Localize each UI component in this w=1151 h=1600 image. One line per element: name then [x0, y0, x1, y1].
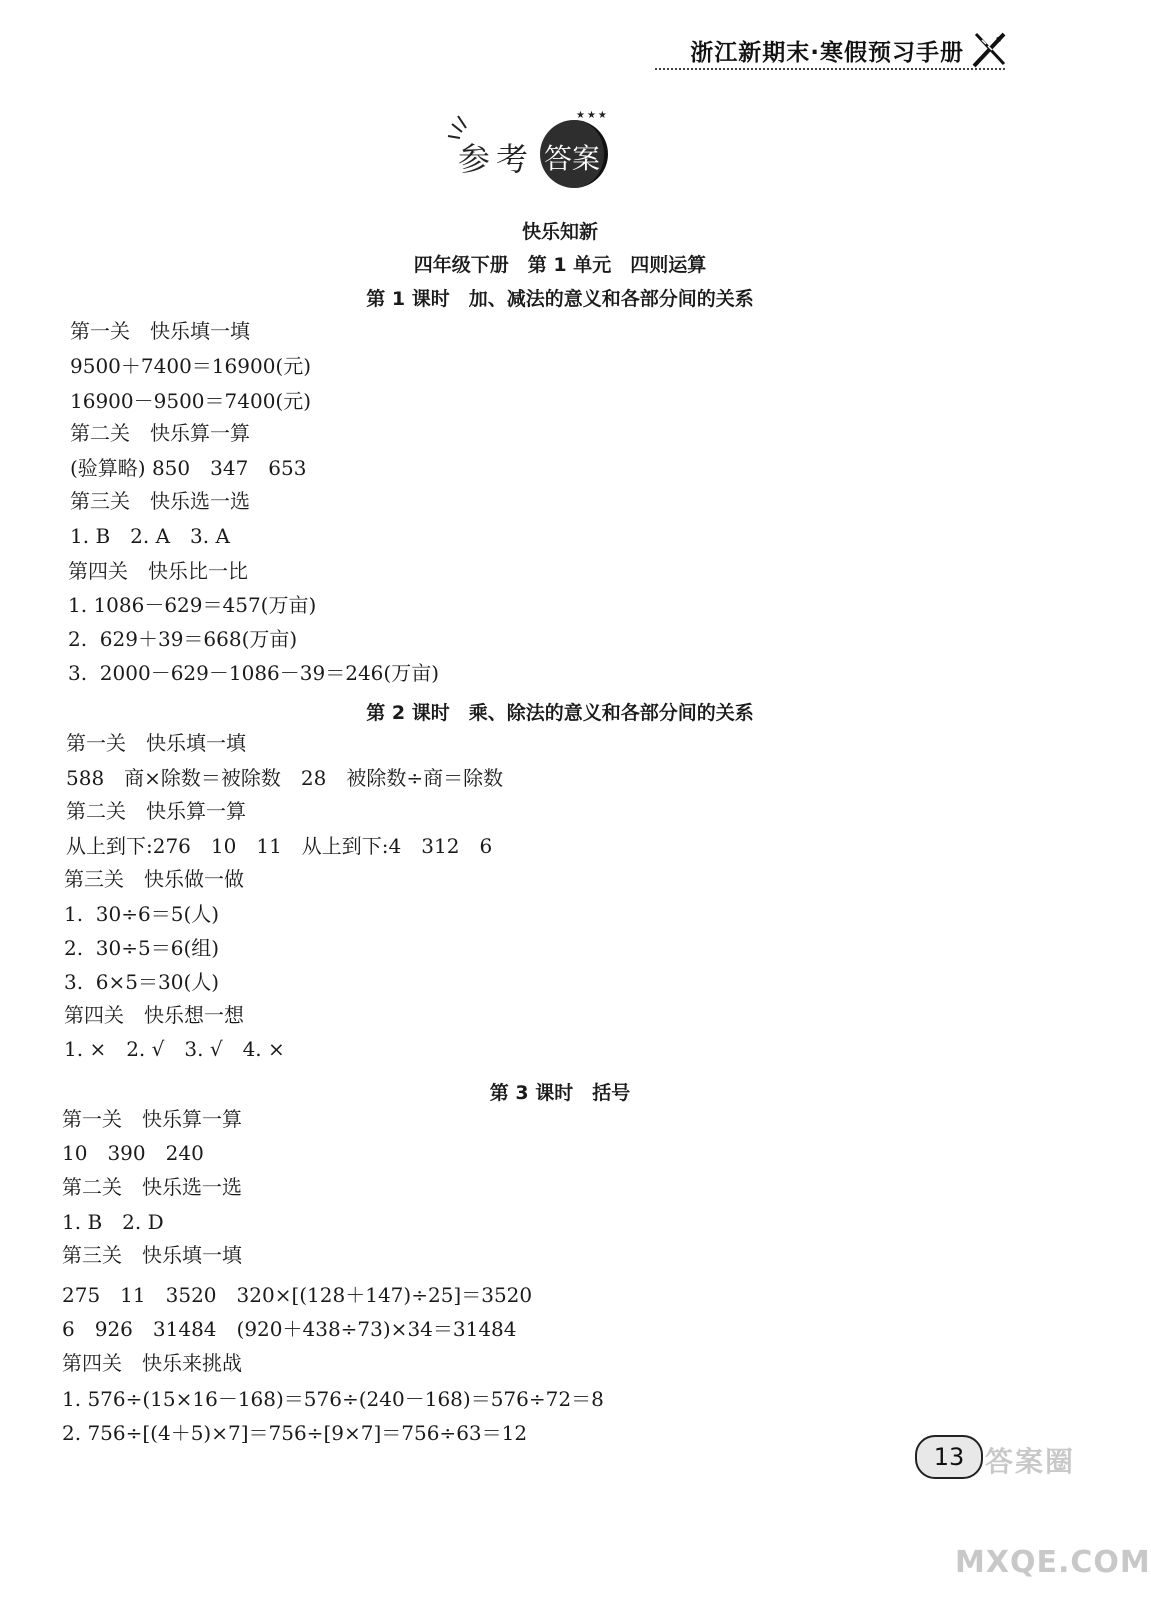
lesson1-line: 9500＋7400＝16900(元) — [70, 354, 312, 378]
lesson2-line: 第一关 快乐填一填 — [66, 731, 246, 755]
lesson1-line: 2. 629＋39＝668(万亩) — [68, 627, 298, 651]
lesson3-line: 第四关 快乐来挑战 — [62, 1351, 242, 1375]
page-number: 13 — [915, 1435, 983, 1479]
lesson3-line: 275 11 3520 320×[(128＋147)÷25]＝3520 — [62, 1283, 533, 1307]
page-header — [690, 30, 1008, 70]
banner-reference-text: 参考 — [458, 140, 535, 178]
lesson2-title: 第 2 课时 乘、除法的意义和各部分间的关系 — [366, 702, 754, 724]
lesson1-line: (验算略) 850 347 653 — [70, 456, 307, 480]
lesson3-line: 第二关 快乐选一选 — [62, 1175, 242, 1199]
lesson3-line: 6 926 31484 (920＋438÷73)×34＝31484 — [62, 1317, 517, 1341]
watermark-text: 答案圈 — [985, 1445, 1076, 1478]
lesson2-line: 第二关 快乐算一算 — [66, 799, 246, 823]
lesson1-line: 3. 2000－629－1086－39＝246(万亩) — [68, 661, 439, 685]
lesson3-title: 第 3 课时 括号 — [489, 1082, 631, 1104]
lesson1-line: 第四关 快乐比一比 — [68, 559, 248, 583]
lesson3-line: 1. 576÷(15×16－168)＝576÷(240－168)＝576÷72＝8 — [62, 1387, 604, 1411]
lesson1-line: 1. 1086－629＝457(万亩) — [68, 593, 317, 617]
pen-ruler-icon — [970, 30, 1008, 70]
lesson1-title: 第 1 课时 加、减法的意义和各部分间的关系 — [366, 288, 754, 310]
lesson1-line: 第二关 快乐算一算 — [70, 421, 250, 445]
lesson2-line: 3. 6×5＝30(人) — [64, 970, 220, 994]
lesson1-line: 第三关 快乐选一选 — [70, 489, 250, 513]
header-divider — [655, 68, 1005, 70]
unit-title: 四年级下册 第 1 单元 四则运算 — [413, 254, 707, 276]
section-title: 快乐知新 — [521, 221, 598, 243]
banner-answer-text: 答案 — [544, 142, 601, 175]
lesson2-line: 从上到下:276 10 11 从上到下:4 312 6 — [66, 834, 493, 858]
lesson3-line: 第三关 快乐填一填 — [62, 1243, 242, 1267]
lesson2-line: 1. 30÷6＝5(人) — [64, 902, 220, 926]
watermark-url: MXQE.COM — [955, 1545, 1151, 1580]
answer-banner — [448, 112, 638, 190]
lesson2-line: 第三关 快乐做一做 — [64, 867, 244, 891]
lesson2-line: 588 商×除数＝被除数 28 被除数÷商＝除数 — [66, 766, 504, 790]
lesson3-line: 第一关 快乐算一算 — [62, 1107, 242, 1131]
book-title: 浙江新期末·寒假预习手册 — [690, 39, 964, 66]
stars-icon: ★★★ — [576, 110, 609, 121]
lesson3-line: 10 390 240 — [62, 1141, 204, 1165]
lesson3-line: 2. 756÷[(4＋5)×7]＝756÷[9×7]＝756÷63＝12 — [62, 1421, 528, 1445]
lesson1-line: 第一关 快乐填一填 — [70, 319, 250, 343]
lesson2-line: 1. × 2. √ 3. √ 4. × — [64, 1037, 285, 1061]
lesson2-line: 第四关 快乐想一想 — [64, 1003, 244, 1027]
lesson2-line: 2. 30÷5＝6(组) — [64, 936, 220, 960]
lesson1-line: 1. B 2. A 3. A — [70, 524, 230, 548]
lesson1-line: 16900－9500＝7400(元) — [70, 389, 312, 413]
lesson3-line: 1. B 2. D — [62, 1210, 164, 1234]
